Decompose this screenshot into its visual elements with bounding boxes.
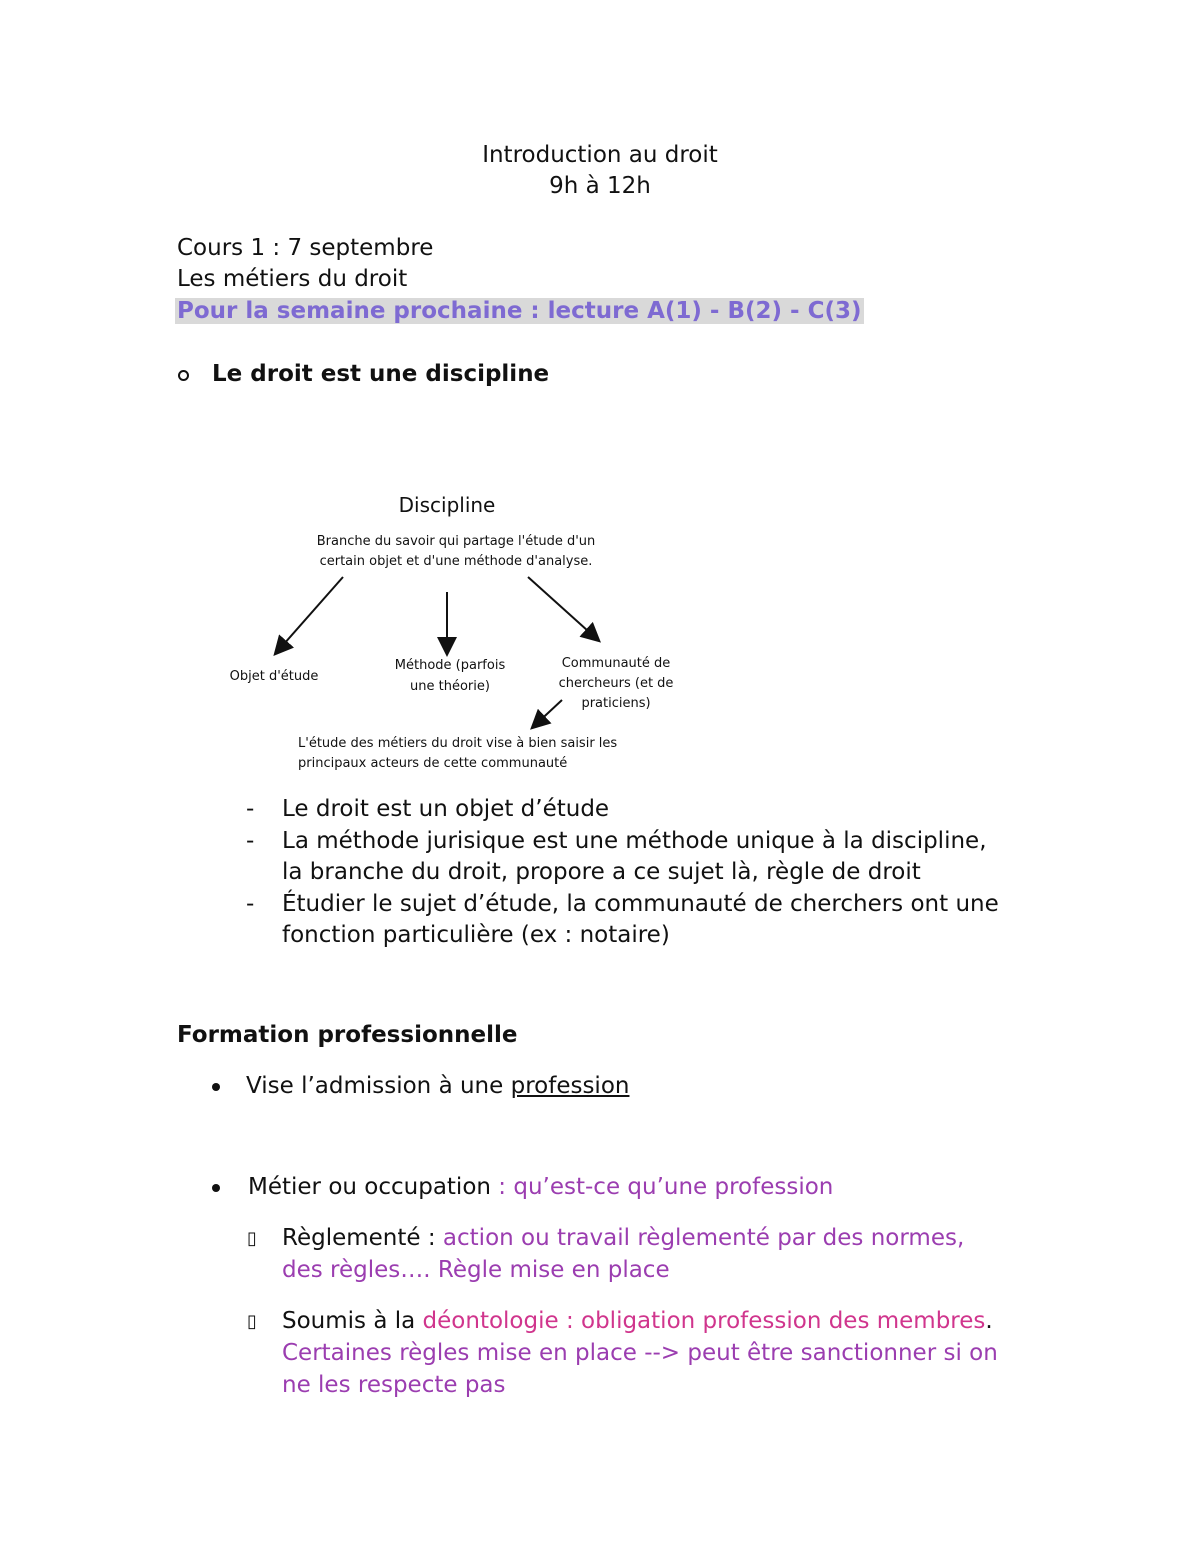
arrow-to-communaute	[528, 577, 598, 640]
arrow-to-note	[533, 700, 562, 727]
dash-item-3-line-2: fonction particulière (ex : notaire)	[282, 922, 670, 948]
diagram-definition-1: Branche du savoir qui partage l'étude d'un	[316, 534, 596, 549]
bullet-dot-icon	[212, 1083, 220, 1091]
section-heading-formation: Formation professionnelle	[177, 1022, 518, 1048]
node-communaute-2: chercheurs (et de	[558, 676, 674, 691]
sub-deontologie-period: .	[985, 1308, 993, 1334]
sub-deontologie-line-3: ne les respecte pas	[282, 1372, 506, 1398]
bullet-metier	[248, 1174, 833, 1200]
homework-text: Pour la semaine prochaine : lecture A(1) - B(2) - C(3)	[177, 298, 862, 324]
dash-bullet-icon: -	[246, 828, 255, 854]
sub-reglemente-desc-2: des règles…. Règle mise en place	[282, 1257, 670, 1283]
section-heading-discipline: Le droit est une discipline	[212, 361, 550, 387]
dash-bullet-icon: -	[246, 796, 255, 822]
sub-reglemente-desc-1: action ou travail règlementé par des normes,	[442, 1225, 965, 1251]
arrow-to-objet	[276, 577, 343, 653]
dash-item-3-line-1: Étudier le sujet d’étude, la communauté de cherchers ont une	[282, 891, 999, 917]
sub-reglemente-line-1	[282, 1225, 964, 1251]
course-topic: Les métiers du droit	[177, 266, 408, 292]
missing-glyph-bullet-icon: ▯	[247, 1228, 257, 1249]
sub-deontologie-def: déontologie : obligation profession des membres	[422, 1308, 986, 1334]
bullet-metier-text: Métier ou occupation	[248, 1174, 499, 1200]
bullet-admission-text: Vise l’admission à une	[246, 1073, 511, 1099]
dash-item-2-line-2: la branche du droit, propore a ce sujet là, règle de droit	[282, 859, 921, 885]
diagram-note-1: L'étude des métiers du droit vise à bien saisir les	[298, 736, 618, 751]
diagram-definition-2: certain objet et d'une méthode d'analyse.	[319, 554, 593, 569]
node-methode-2: une théorie)	[410, 679, 490, 694]
document-title: Introduction au droit	[482, 142, 718, 168]
profession-underlined: profession	[510, 1073, 630, 1099]
sub-deontologie-line-1	[282, 1308, 993, 1334]
sub-deontologie-line-2: Certaines règles mise en place --> peut être sanctionner si on	[282, 1340, 998, 1366]
dash-item-1: Le droit est un objet d’étude	[282, 796, 610, 822]
course-date: Cours 1 : 7 septembre	[177, 235, 434, 261]
node-communaute-3: praticiens)	[581, 696, 651, 711]
diagram-title: Discipline	[398, 493, 496, 517]
dash-item-2-line-1: La méthode jurisique est une méthode unique à la discipline,	[282, 828, 987, 854]
missing-glyph-bullet-icon: ▯	[247, 1311, 257, 1332]
document-time: 9h à 12h	[549, 173, 651, 199]
bullet-admission	[246, 1073, 629, 1099]
node-communaute-1: Communauté de	[561, 656, 671, 671]
sub-reglemente-label: Règlementé :	[282, 1225, 443, 1251]
diagram-note-2: principaux acteurs de cette communauté	[298, 756, 568, 771]
bullet-dot-icon	[212, 1184, 220, 1192]
dash-bullet-icon: -	[246, 891, 255, 917]
node-methode-1: Méthode (parfois	[394, 658, 506, 673]
bullet-metier-question: : qu’est-ce qu’une profession	[498, 1174, 834, 1200]
node-objet: Objet d'étude	[229, 669, 319, 684]
sub-deontologie-label: Soumis à la	[282, 1308, 423, 1334]
